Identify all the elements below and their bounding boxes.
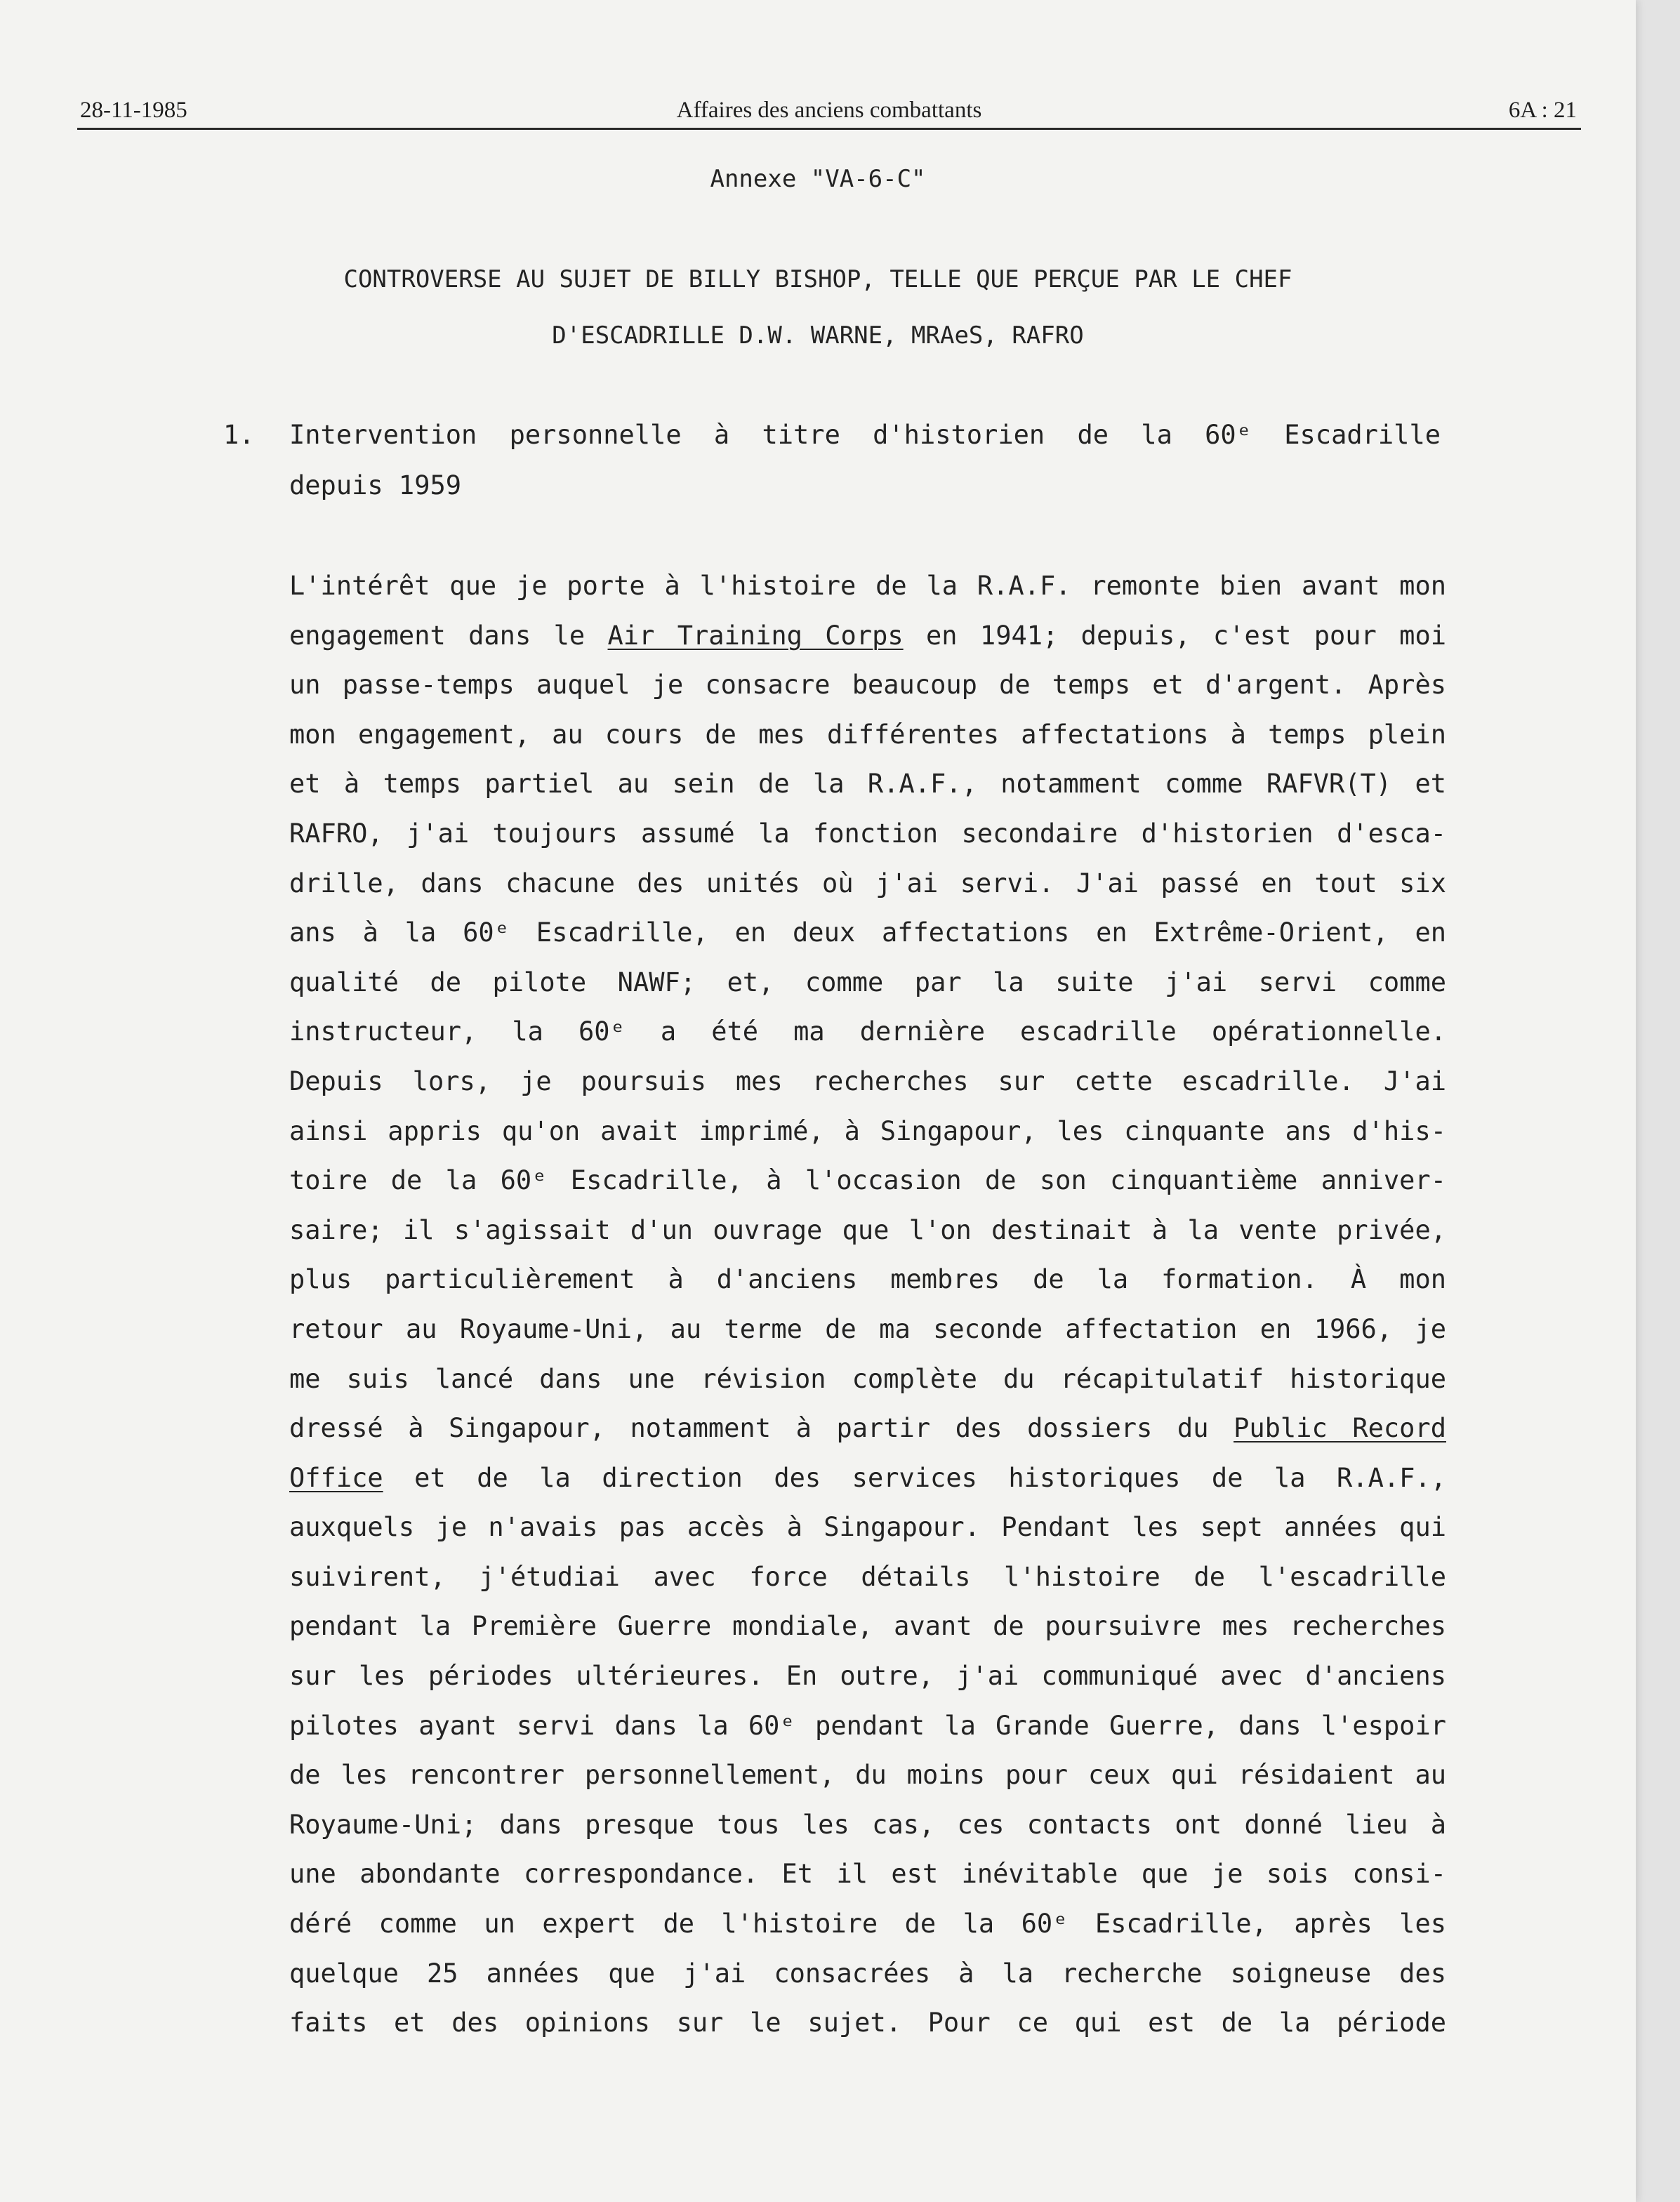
body-line: une abondante correspondance. Et il est inévitable que je sois consi-	[289, 1859, 1446, 1890]
body-line: suivirent, j'étudiai avec force détails l'histoire de l'escadrille	[289, 1561, 1446, 1592]
body-line: Royaume-Uni; dans presque tous les cas, ces contacts ont donné lieu à	[289, 1809, 1446, 1840]
body-line: un passe-temps auquel je consacre beaucoup de temps et d'argent. Après	[289, 670, 1446, 701]
body-line: quelque 25 années que j'ai consacrées à la recherche soigneuse des	[289, 1958, 1446, 1989]
body-line	[289, 1404, 1446, 1454]
body-line: ainsi appris qu'on avait imprimé, à Singapour, les cinquante ans d'his-	[289, 1115, 1446, 1146]
body-line: RAFRO, j'ai toujours assumé la fonction secondaire d'historien d'esca-	[289, 818, 1446, 849]
body-text: et de la direction des services historiques de la R.A.F.,	[383, 1462, 1446, 1493]
body-line: ans à la 60ᵉ Escadrille, en deux affectations en Extrême-Orient, en	[289, 917, 1446, 948]
section-title-line-1: Intervention personnelle à titre d'historien de la 60ᵉ Escadrille	[289, 420, 1441, 450]
header-date: 28-11-1985	[80, 98, 187, 123]
body-line	[289, 1454, 1446, 1504]
body-line: toire de la 60ᵉ Escadrille, à l'occasion de son cinquantième anniver-	[289, 1165, 1446, 1196]
body-line: saire; il s'agissait d'un ouvrage que l'on destinait à la vente privée,	[289, 1214, 1446, 1245]
body-line: plus particulièrement à d'anciens membres de la formation. À mon	[289, 1264, 1446, 1295]
body-line: L'intérêt que je porte à l'histoire de la R.A.F. remonte bien avant mon	[289, 571, 1446, 601]
body-text: dressé à Singapour, notamment à partir des dossiers du	[289, 1413, 1234, 1444]
body-line: de les rencontrer personnellement, du moins pour ceux qui résidaient au	[289, 1760, 1446, 1791]
body-line: mon engagement, au cours de mes différentes affectations à temps plein	[289, 719, 1446, 750]
body-line: pilotes ayant servi dans la 60ᵉ pendant la Grande Guerre, dans l'espoir	[289, 1710, 1446, 1741]
body-line: faits et des opinions sur le sujet. Pour ce qui est de la période	[289, 2008, 1446, 2038]
body-text: engagement dans le	[289, 620, 608, 651]
body-line: drille, dans chacune des unités où j'ai servi. J'ai passé en tout six	[289, 868, 1446, 898]
body-line: qualité de pilote NAWF; et, comme par la suite j'ai servi comme	[289, 967, 1446, 997]
body-line: instructeur, la 60ᵉ a été ma dernière escadrille opérationnelle.	[289, 1016, 1446, 1047]
body-line: et à temps partiel au sein de la R.A.F., notamment comme RAFVR(T) et	[289, 769, 1446, 800]
body-line: auxquels je n'avais pas accès à Singapour. Pendant les sept années qui	[289, 1512, 1446, 1543]
body-line	[289, 611, 1446, 661]
body-line: me suis lancé dans une révision complète du récapitulatif historique	[289, 1363, 1446, 1394]
body-line: déré comme un expert de l'histoire de la 60ᵉ Escadrille, après les	[289, 1909, 1446, 1939]
underlined-term: Office	[289, 1462, 383, 1493]
document-title-line-1: CONTROVERSE AU SUJET DE BILLY BISHOP, TELLE QUE PERÇUE PAR LE CHEF	[343, 265, 1292, 293]
document-title-line-2: D'ESCADRILLE D.W. WARNE, MRAeS, RAFRO	[552, 321, 1084, 350]
body-paragraph	[289, 562, 1446, 2048]
body-text: en 1941; depuis, c'est pour moi	[903, 620, 1446, 651]
underlined-term: Air Training Corps	[607, 620, 904, 651]
underlined-term: Public Record	[1233, 1413, 1446, 1444]
page-header	[77, 91, 1581, 130]
body-line: Depuis lors, je poursuis mes recherches sur cette escadrille. J'ai	[289, 1066, 1446, 1096]
body-line: pendant la Première Guerre mondiale, avant de poursuivre mes recherches	[289, 1611, 1446, 1642]
body-line: sur les périodes ultérieures. En outre, j'ai communiqué avec d'anciens	[289, 1661, 1446, 1692]
section-title-line-2: depuis 1959	[289, 470, 462, 500]
header-title: Affaires des anciens combattants	[676, 98, 982, 123]
body-line: retour au Royaume-Uni, au terme de ma seconde affectation en 1966, je	[289, 1313, 1446, 1344]
section-number: 1.	[223, 420, 255, 450]
header-page-number: 6A : 21	[1508, 98, 1577, 123]
annex-label: Annexe "VA-6-C"	[710, 165, 926, 193]
